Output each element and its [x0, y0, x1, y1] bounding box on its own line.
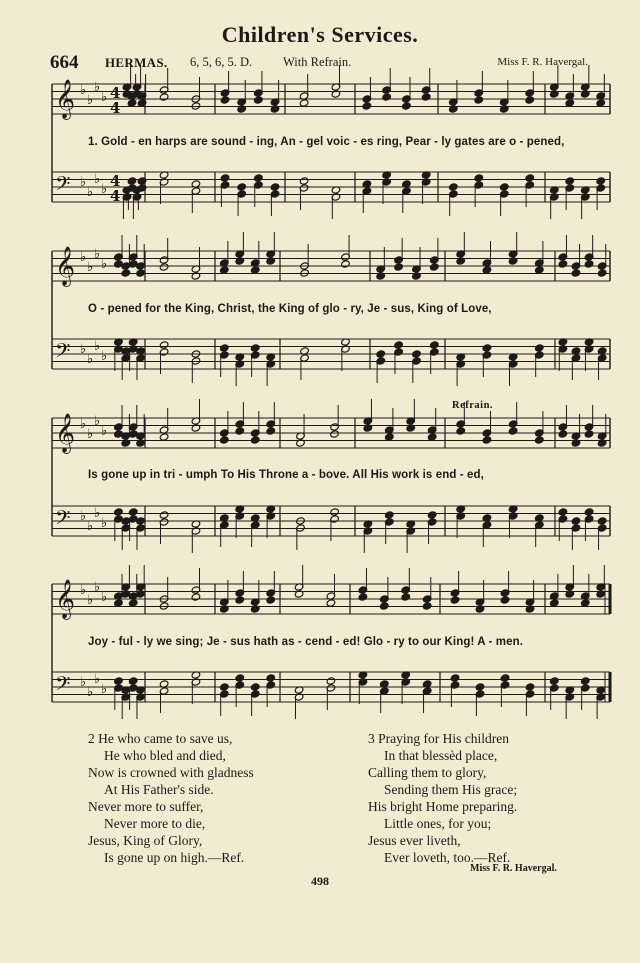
verse-2 [88, 730, 254, 866]
note-head [508, 427, 518, 435]
note-head [499, 183, 509, 191]
note-head [220, 436, 230, 444]
flat-sign-icon: ♭ [87, 352, 94, 367]
verse-line: Sending them His grace; [384, 782, 518, 797]
verse-line: Never more to die, [104, 816, 206, 831]
verse-line: At His Father's side. [104, 782, 214, 797]
verse-line: Calling them to glory, [368, 765, 487, 780]
verse-line: 2 He who came to save us, [88, 731, 233, 746]
note-head [565, 177, 575, 185]
verse-line: Ever loveth, too.—Ref. [384, 850, 511, 865]
time-signature: 4 [110, 172, 121, 190]
note-head [584, 430, 594, 438]
note-head [430, 341, 440, 349]
note-head [422, 602, 432, 610]
flat-sign-icon: ♭ [94, 506, 101, 521]
note-head [597, 517, 607, 525]
note-head [449, 183, 459, 191]
verse-line: His bright Home preparing. [368, 799, 518, 814]
flat-sign-icon: ♭ [101, 257, 108, 272]
treble-clef-icon: 𝄞 [55, 79, 76, 119]
note-head [220, 344, 230, 352]
note-head [596, 99, 606, 107]
note-head [299, 99, 309, 107]
flat-sign-icon: ♭ [80, 175, 87, 190]
note-head [525, 174, 535, 182]
note-head [136, 269, 146, 277]
note-head [525, 683, 535, 691]
note-head [250, 344, 260, 352]
note-head [299, 177, 309, 185]
note-head [597, 269, 607, 277]
time-signature: 4 [110, 84, 121, 102]
note-head [382, 93, 392, 101]
note-head [402, 102, 412, 110]
verse-3 [368, 730, 517, 866]
time-signature: 4 [110, 99, 121, 117]
treble-clef-icon: 𝄞 [55, 246, 76, 286]
note-head [270, 183, 280, 191]
note-head [427, 511, 437, 519]
note-head [159, 511, 169, 519]
flat-sign-icon: ♭ [87, 185, 94, 200]
note-head [220, 683, 230, 691]
note-head [159, 263, 169, 271]
note-head [535, 266, 545, 274]
note-head [535, 344, 545, 352]
note-head [550, 677, 560, 685]
bass-clef-icon: 𝄢 [55, 339, 71, 367]
note-head [250, 436, 260, 444]
flat-sign-icon: ♭ [101, 349, 108, 364]
composer-credit: Miss F. R. Havergal. [497, 56, 588, 68]
flat-sign-icon: ♭ [101, 682, 108, 697]
note-head [250, 266, 260, 274]
verse-line: Is gone up on high.—Ref. [104, 850, 245, 865]
note-head [326, 677, 336, 685]
note-head [191, 593, 201, 601]
flat-sign-icon: ♭ [87, 593, 94, 608]
note-head [584, 260, 594, 268]
note-head [159, 341, 169, 349]
note-head [500, 674, 510, 682]
flat-sign-icon: ♭ [87, 685, 94, 700]
bass-clef-icon: 𝄢 [55, 506, 71, 534]
note-head [250, 683, 260, 691]
note-head [127, 99, 137, 107]
note-head [394, 341, 404, 349]
note-head [525, 96, 535, 104]
note-head [450, 674, 460, 682]
verse-line: Little ones, for you; [384, 816, 492, 831]
note-head [326, 599, 336, 607]
lyric-line-3: Is gone up in tri - umph To His Throne a - bove. All His work is end - ed, [88, 469, 484, 481]
note-head [558, 260, 568, 268]
note-head [596, 177, 606, 185]
note-head [128, 599, 138, 607]
note-head [358, 593, 368, 601]
treble-clef-icon: 𝄞 [55, 413, 76, 453]
note-head [421, 93, 431, 101]
note-head [385, 433, 395, 441]
note-head [401, 593, 411, 601]
note-head [482, 266, 492, 274]
note-head [580, 677, 590, 685]
flat-sign-icon: ♭ [80, 342, 87, 357]
note-head [558, 430, 568, 438]
flat-sign-icon: ♭ [80, 83, 87, 98]
note-head [474, 174, 484, 182]
flat-sign-icon: ♭ [87, 260, 94, 275]
verse-line: Jesus, King of Glory, [88, 833, 203, 848]
note-head [220, 266, 230, 274]
flat-sign-icon: ♭ [101, 424, 108, 439]
footer-author: Miss F. R. Havergal. [470, 863, 557, 874]
note-head [385, 511, 395, 519]
flat-sign-icon: ♭ [80, 250, 87, 265]
note-head [580, 599, 590, 607]
note-head [427, 433, 437, 441]
note-head [254, 174, 264, 182]
verse-line: He who bled and died, [104, 748, 226, 763]
treble-clef-icon: 𝄞 [55, 579, 76, 619]
note-head [128, 508, 138, 516]
hymn-number: 664 [50, 52, 79, 73]
note-head [376, 350, 386, 358]
verse-line: 3 Praying for His children [368, 731, 509, 746]
verse-line: In that blessèd place, [384, 748, 498, 763]
note-head [220, 96, 230, 104]
note-head [394, 263, 404, 271]
bass-clef-icon: 𝄢 [55, 172, 71, 200]
lyric-line-2: O - pened for the King, Christ, the King of glo - ry, Je - sus, King of Love, [88, 303, 492, 315]
note-head [121, 269, 131, 277]
note-head [535, 436, 545, 444]
note-head [500, 596, 510, 604]
flat-sign-icon: ♭ [94, 580, 101, 595]
note-head [565, 99, 575, 107]
flat-sign-icon: ♭ [94, 414, 101, 429]
flat-sign-icon: ♭ [101, 590, 108, 605]
note-head [159, 93, 169, 101]
note-head [450, 596, 460, 604]
note-head [341, 260, 351, 268]
lyric-line-1: 1. Gold - en harps are sound - ing, An - gel voic - es ring, Pear - ly gates are o - pened, [88, 136, 565, 148]
flat-sign-icon: ♭ [101, 516, 108, 531]
bass-clef-icon: 𝄢 [55, 672, 71, 700]
note-head [362, 102, 372, 110]
flat-sign-icon: ♭ [94, 80, 101, 95]
note-head [550, 599, 560, 607]
note-head [558, 508, 568, 516]
verse-line: Never more to suffer, [88, 799, 204, 814]
flat-sign-icon: ♭ [94, 339, 101, 354]
note-head [266, 596, 276, 604]
note-head [114, 677, 124, 685]
flat-sign-icon: ♭ [80, 583, 87, 598]
page-number: 498 [311, 874, 329, 888]
note-head [412, 350, 422, 358]
flat-sign-icon: ♭ [94, 247, 101, 262]
tune-name: HERMAS. [105, 55, 168, 70]
flat-sign-icon: ♭ [101, 182, 108, 197]
flat-sign-icon: ♭ [94, 672, 101, 687]
note-head [254, 96, 264, 104]
verse-line: Now is crowned with gladness [88, 765, 254, 780]
note-head [380, 602, 390, 610]
hymn-meter: 6, 5, 6, 5. D. [190, 55, 253, 69]
flat-sign-icon: ♭ [80, 675, 87, 690]
flat-sign-icon: ♭ [80, 417, 87, 432]
note-head [114, 599, 124, 607]
note-head [235, 674, 245, 682]
note-head [571, 517, 581, 525]
verse-line: Jesus ever liveth, [368, 833, 461, 848]
note-head [235, 427, 245, 435]
note-head [266, 427, 276, 435]
note-head [482, 436, 492, 444]
note-head [430, 263, 440, 271]
note-head [127, 177, 137, 185]
note-head [237, 183, 247, 191]
note-head [475, 683, 485, 691]
flat-sign-icon: ♭ [94, 172, 101, 187]
section-title: Children's Services. [221, 22, 419, 47]
flat-sign-icon: ♭ [87, 427, 94, 442]
note-head [128, 677, 138, 685]
note-head [571, 269, 581, 277]
note-head [114, 508, 124, 516]
note-head [330, 508, 340, 516]
note-head [474, 96, 484, 104]
flat-sign-icon: ♭ [87, 93, 94, 108]
note-head [220, 174, 230, 182]
flat-sign-icon: ♭ [87, 519, 94, 534]
note-head [482, 344, 492, 352]
note-head [266, 674, 276, 682]
lyric-line-4: Joy - ful - ly we sing; Je - sus hath as - cend - ed! Glo - ry to our King! A - men. [88, 636, 524, 648]
note-head [330, 430, 340, 438]
time-signature: 4 [110, 187, 121, 205]
note-head [159, 433, 169, 441]
note-head [235, 596, 245, 604]
refrain-label: Refrain. [452, 400, 494, 411]
flat-sign-icon: ♭ [101, 90, 108, 105]
note-head [456, 427, 466, 435]
performance-instruction: With Refrain. [283, 55, 352, 69]
note-head [584, 508, 594, 516]
flat-sign-icon: ♭ [80, 509, 87, 524]
